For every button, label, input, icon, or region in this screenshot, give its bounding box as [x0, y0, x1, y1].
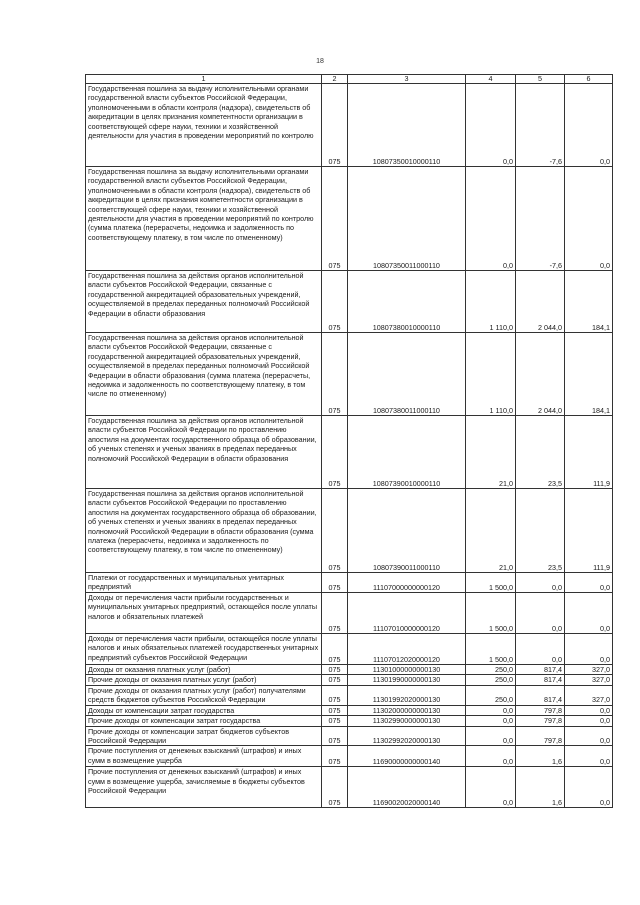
actual-amount: -7,6	[516, 84, 565, 167]
row-name: Прочие доходы от компенсации затрат государства	[86, 716, 322, 726]
actual-amount: 0,0	[516, 593, 565, 634]
budget-classification-code: 11690020020000140	[348, 767, 466, 808]
column-number: 5	[516, 75, 565, 84]
planned-amount: 21,0	[466, 416, 516, 489]
execution-percent: 0,0	[565, 705, 613, 715]
planned-amount: 1 500,0	[466, 573, 516, 593]
planned-amount: 0,0	[466, 746, 516, 767]
row-name: Прочие поступления от денежных взысканий (штрафов) и иных сумм в возмещение ущерба, зачисляемые в бюджеты субъектов Российской Федерации	[86, 767, 322, 808]
admin-code: 075	[322, 767, 348, 808]
planned-amount: 1 110,0	[466, 333, 516, 416]
table-body	[86, 84, 613, 808]
budget-classification-code: 11302990000000130	[348, 716, 466, 726]
column-number-row	[86, 75, 613, 84]
budget-classification-code: 11301000000000130	[348, 665, 466, 675]
table-row	[86, 84, 613, 167]
table-row	[86, 767, 613, 808]
column-number: 1	[86, 75, 322, 84]
admin-code: 075	[322, 665, 348, 675]
execution-percent: 111,9	[565, 489, 613, 573]
page-number: 18	[316, 58, 324, 65]
column-number: 4	[466, 75, 516, 84]
actual-amount: 797,8	[516, 716, 565, 726]
planned-amount: 0,0	[466, 167, 516, 271]
table-row	[86, 685, 613, 705]
budget-classification-code: 11107010000000120	[348, 593, 466, 634]
admin-code: 075	[322, 685, 348, 705]
row-name: Доходы от оказания платных услуг (работ)	[86, 665, 322, 675]
row-name: Государственная пошлина за действия органов исполнительной власти субъектов Российской Федерации, связанные с государственной аккредитацией образовательных учреждений, осуществляемой в пределах переданных полномочий Российской Федерации в области образования	[86, 271, 322, 333]
budget-classification-code: 10807380011000110	[348, 333, 466, 416]
table-row	[86, 665, 613, 675]
execution-percent: 0,0	[565, 573, 613, 593]
row-name: Платежи от государственных и муниципальных унитарных предприятий	[86, 573, 322, 593]
budget-classification-code: 11107012020000120	[348, 634, 466, 665]
budget-classification-code: 11302992020000130	[348, 726, 466, 746]
planned-amount: 1 500,0	[466, 634, 516, 665]
admin-code: 075	[322, 573, 348, 593]
admin-code: 075	[322, 593, 348, 634]
planned-amount: 250,0	[466, 665, 516, 675]
column-number: 3	[348, 75, 466, 84]
row-name: Государственная пошлина за действия органов исполнительной власти субъектов Российской Федерации по проставлению апостиля на документах государственного образца об образовании, об ученых степенях и ученых званиях в пределах переданных полномочий Российской Федерации в области образования	[86, 416, 322, 489]
budget-classification-code: 11301990000000130	[348, 675, 466, 685]
table-row	[86, 167, 613, 271]
execution-percent: 184,1	[565, 333, 613, 416]
execution-percent: 0,0	[565, 84, 613, 167]
table-row	[86, 416, 613, 489]
budget-classification-code: 10807390011000110	[348, 489, 466, 573]
actual-amount: 1,6	[516, 746, 565, 767]
actual-amount: 23,5	[516, 489, 565, 573]
row-name: Доходы от компенсации затрат государства	[86, 705, 322, 715]
budget-classification-code: 11690000000000140	[348, 746, 466, 767]
row-name: Государственная пошлина за выдачу исполнительными органами государственной власти субъектов Российской Федерации, уполномоченными в области контроля (надзора), свидетельств об аккредитации в целях признания компетентности организации в соответствующей сфере науки, техники и хозяйственной деятельности для участия в проведении мероприятий по контролю	[86, 84, 322, 167]
actual-amount: -7,6	[516, 167, 565, 271]
row-name: Доходы от перечисления части прибыли, остающейся после уплаты налогов и иных обязательных платежей государственных унитарных предприятий субъектов Российской Федерации	[86, 634, 322, 665]
budget-classification-code: 11302000000000130	[348, 705, 466, 715]
budget-classification-code: 11301992020000130	[348, 685, 466, 705]
table-row	[86, 726, 613, 746]
actual-amount: 1,6	[516, 767, 565, 808]
execution-percent: 0,0	[565, 593, 613, 634]
table-row	[86, 705, 613, 715]
actual-amount: 2 044,0	[516, 271, 565, 333]
actual-amount: 817,4	[516, 675, 565, 685]
table-row	[86, 593, 613, 634]
row-name: Прочие доходы от оказания платных услуг (работ) получателями средств бюджетов субъектов Российской Федерации	[86, 685, 322, 705]
admin-code: 075	[322, 333, 348, 416]
table-row	[86, 716, 613, 726]
actual-amount: 797,8	[516, 705, 565, 715]
revenue-table	[85, 74, 613, 808]
admin-code: 075	[322, 675, 348, 685]
actual-amount: 0,0	[516, 573, 565, 593]
table-row	[86, 675, 613, 685]
table-row	[86, 746, 613, 767]
row-name: Прочие поступления от денежных взысканий (штрафов) и иных сумм в возмещение ущерба	[86, 746, 322, 767]
actual-amount: 797,8	[516, 726, 565, 746]
admin-code: 075	[322, 726, 348, 746]
planned-amount: 1 110,0	[466, 271, 516, 333]
admin-code: 075	[322, 84, 348, 167]
table-row	[86, 573, 613, 593]
row-name: Прочие доходы от оказания платных услуг (работ)	[86, 675, 322, 685]
column-number: 6	[565, 75, 613, 84]
table-row	[86, 271, 613, 333]
execution-percent: 0,0	[565, 716, 613, 726]
planned-amount: 1 500,0	[466, 593, 516, 634]
admin-code: 075	[322, 746, 348, 767]
execution-percent: 327,0	[565, 665, 613, 675]
planned-amount: 21,0	[466, 489, 516, 573]
execution-percent: 111,9	[565, 416, 613, 489]
planned-amount: 0,0	[466, 84, 516, 167]
budget-classification-code: 10807350011000110	[348, 167, 466, 271]
execution-percent: 0,0	[565, 634, 613, 665]
execution-percent: 184,1	[565, 271, 613, 333]
table-row	[86, 634, 613, 665]
admin-code: 075	[322, 416, 348, 489]
budget-classification-code: 11107000000000120	[348, 573, 466, 593]
admin-code: 075	[322, 167, 348, 271]
admin-code: 075	[322, 716, 348, 726]
execution-percent: 327,0	[565, 685, 613, 705]
table-row	[86, 333, 613, 416]
row-name: Прочие доходы от компенсации затрат бюджетов субъектов Российской Федерации	[86, 726, 322, 746]
table-row	[86, 489, 613, 573]
actual-amount: 0,0	[516, 634, 565, 665]
admin-code: 075	[322, 705, 348, 715]
row-name: Государственная пошлина за действия органов исполнительной власти субъектов Российской Федерации по проставлению апостиля на документах государственного образца об образовании, об ученых степенях и ученых званиях в пределах переданных полномочий Российской Федерации в области образования (сумма платежа (перерасчеты, недоимка и задолженность по соответствующему платежу, в том числе по отмененному)	[86, 489, 322, 573]
admin-code: 075	[322, 271, 348, 333]
row-name: Государственная пошлина за действия органов исполнительной власти субъектов Российской Федерации, связанные с государственной аккредитацией образовательных учреждений, осуществляемой в пределах переданных полномочий Российской Федерации в области образования (сумма платежа (перерасчеты, недоимка и задолженность по соответствующему платежу, в том числе по отмененному)	[86, 333, 322, 416]
actual-amount: 23,5	[516, 416, 565, 489]
execution-percent: 0,0	[565, 767, 613, 808]
planned-amount: 0,0	[466, 705, 516, 715]
execution-percent: 0,0	[565, 726, 613, 746]
planned-amount: 0,0	[466, 767, 516, 808]
actual-amount: 817,4	[516, 665, 565, 675]
execution-percent: 0,0	[565, 167, 613, 271]
actual-amount: 2 044,0	[516, 333, 565, 416]
execution-percent: 327,0	[565, 675, 613, 685]
actual-amount: 817,4	[516, 685, 565, 705]
row-name: Государственная пошлина за выдачу исполнительными органами государственной власти субъектов Российской Федерации, уполномоченными в области контроля (надзора), свидетельств об аккредитации в целях признания компетентности организации в соответствующей сфере науки, техники и хозяйственной деятельности для участия в проведении мероприятий по контролю (сумма платежа (перерасчеты, недоимка и задолженность по соответствующему платежу, в том числе по отмененному)	[86, 167, 322, 271]
planned-amount: 250,0	[466, 675, 516, 685]
planned-amount: 250,0	[466, 685, 516, 705]
row-name: Доходы от перечисления части прибыли государственных и муниципальных унитарных предприятий, остающейся после уплаты налогов и обязательных платежей	[86, 593, 322, 634]
budget-classification-code: 10807390010000110	[348, 416, 466, 489]
planned-amount: 0,0	[466, 716, 516, 726]
budget-classification-code: 10807380010000110	[348, 271, 466, 333]
planned-amount: 0,0	[466, 726, 516, 746]
admin-code: 075	[322, 634, 348, 665]
budget-classification-code: 10807350010000110	[348, 84, 466, 167]
admin-code: 075	[322, 489, 348, 573]
column-number: 2	[322, 75, 348, 84]
execution-percent: 0,0	[565, 746, 613, 767]
